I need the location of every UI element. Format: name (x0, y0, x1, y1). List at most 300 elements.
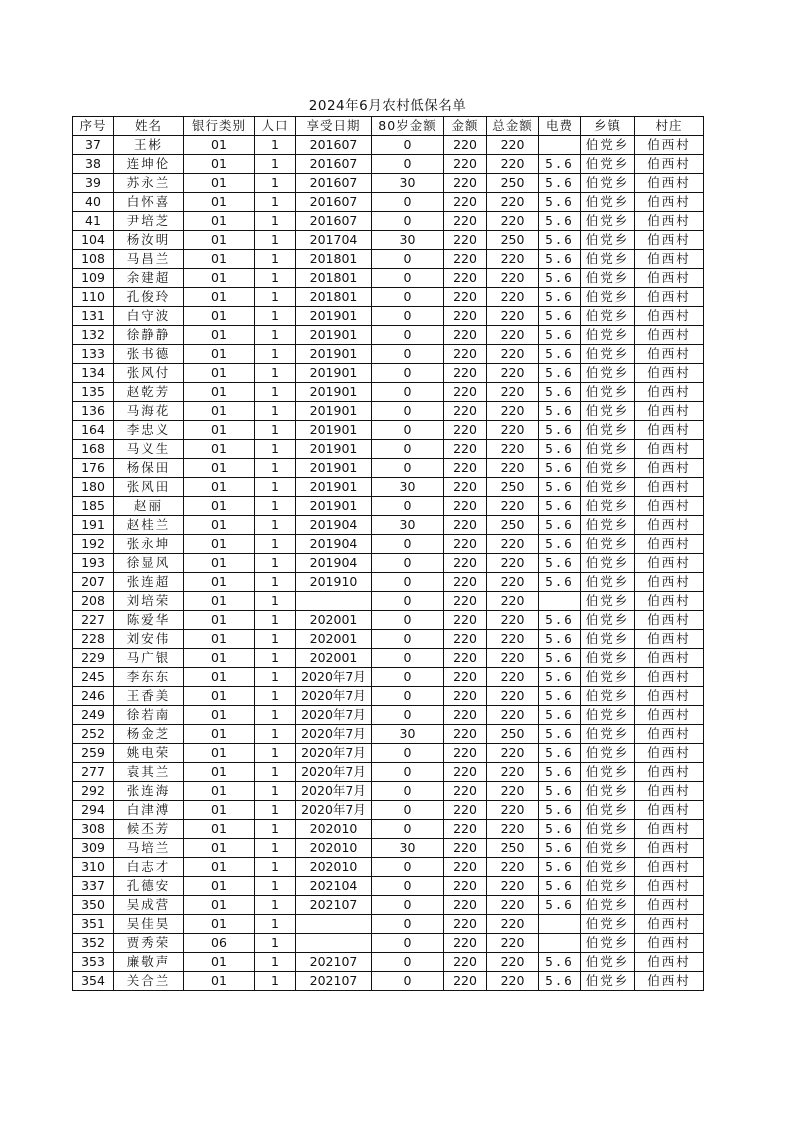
cell-age80-amount: 0 (372, 307, 444, 326)
cell-township: 伯党乡 (581, 497, 635, 516)
cell-village: 伯西村 (635, 516, 704, 535)
cell-serial: 246 (73, 687, 114, 706)
cell-serial: 351 (73, 915, 114, 934)
table-row (73, 554, 704, 573)
cell-bank-type: 01 (184, 535, 255, 554)
cell-population: 1 (255, 915, 296, 934)
cell-bank-type: 01 (184, 402, 255, 421)
cell-amount: 220 (444, 782, 487, 801)
cell-population: 1 (255, 763, 296, 782)
header-age80-amount: 80岁金额 (372, 117, 444, 136)
cell-start-date: 201901 (296, 459, 372, 478)
cell-electricity: 5.6 (539, 744, 581, 763)
cell-population: 1 (255, 896, 296, 915)
cell-name: 陈爱华 (114, 611, 184, 630)
cell-electricity: 5.6 (539, 782, 581, 801)
cell-township: 伯党乡 (581, 573, 635, 592)
cell-population: 1 (255, 421, 296, 440)
cell-amount: 220 (444, 136, 487, 155)
table-row (73, 592, 704, 611)
cell-bank-type: 01 (184, 174, 255, 193)
cell-village: 伯西村 (635, 383, 704, 402)
cell-electricity: 5.6 (539, 212, 581, 231)
cell-amount: 220 (444, 630, 487, 649)
cell-total-amount: 250 (487, 839, 539, 858)
cell-bank-type: 01 (184, 706, 255, 725)
cell-population: 1 (255, 402, 296, 421)
cell-name: 袁其兰 (114, 763, 184, 782)
cell-total-amount: 220 (487, 345, 539, 364)
cell-bank-type: 01 (184, 839, 255, 858)
cell-bank-type: 01 (184, 782, 255, 801)
cell-electricity: 5.6 (539, 725, 581, 744)
cell-serial: 192 (73, 535, 114, 554)
cell-serial: 259 (73, 744, 114, 763)
cell-bank-type: 01 (184, 440, 255, 459)
cell-name: 孔德安 (114, 877, 184, 896)
cell-total-amount: 220 (487, 592, 539, 611)
cell-population: 1 (255, 554, 296, 573)
cell-name: 苏永兰 (114, 174, 184, 193)
cell-age80-amount: 0 (372, 915, 444, 934)
cell-population: 1 (255, 820, 296, 839)
cell-village: 伯西村 (635, 402, 704, 421)
cell-name: 刘培荣 (114, 592, 184, 611)
cell-start-date: 202107 (296, 896, 372, 915)
header-bank-type: 银行类别 (184, 117, 255, 136)
cell-total-amount: 220 (487, 364, 539, 383)
cell-population: 1 (255, 383, 296, 402)
cell-total-amount: 220 (487, 402, 539, 421)
cell-electricity: 5.6 (539, 250, 581, 269)
cell-age80-amount: 0 (372, 250, 444, 269)
cell-electricity (539, 934, 581, 953)
cell-electricity: 5.6 (539, 231, 581, 250)
cell-serial: 38 (73, 155, 114, 174)
cell-name: 白怀喜 (114, 193, 184, 212)
cell-name: 候丕芳 (114, 820, 184, 839)
cell-total-amount: 220 (487, 706, 539, 725)
cell-amount: 220 (444, 478, 487, 497)
table-row (73, 839, 704, 858)
cell-bank-type: 01 (184, 269, 255, 288)
cell-total-amount: 220 (487, 554, 539, 573)
cell-start-date: 201607 (296, 193, 372, 212)
cell-total-amount: 220 (487, 972, 539, 991)
cell-electricity: 5.6 (539, 459, 581, 478)
table-row (73, 345, 704, 364)
cell-township: 伯党乡 (581, 326, 635, 345)
cell-name: 吴佳昊 (114, 915, 184, 934)
table-row (73, 212, 704, 231)
cell-population: 1 (255, 782, 296, 801)
table-row (73, 820, 704, 839)
cell-start-date (296, 592, 372, 611)
cell-age80-amount: 0 (372, 744, 444, 763)
cell-start-date: 202010 (296, 839, 372, 858)
cell-serial: 193 (73, 554, 114, 573)
cell-name: 白志才 (114, 858, 184, 877)
cell-age80-amount: 0 (372, 440, 444, 459)
cell-amount: 220 (444, 250, 487, 269)
cell-population: 1 (255, 212, 296, 231)
header-serial: 序号 (73, 117, 114, 136)
cell-start-date: 201801 (296, 250, 372, 269)
cell-age80-amount: 0 (372, 193, 444, 212)
cell-start-date: 201901 (296, 421, 372, 440)
cell-bank-type: 01 (184, 554, 255, 573)
cell-population: 1 (255, 440, 296, 459)
cell-township: 伯党乡 (581, 478, 635, 497)
cell-amount: 220 (444, 459, 487, 478)
cell-village: 伯西村 (635, 250, 704, 269)
cell-population: 1 (255, 250, 296, 269)
cell-age80-amount: 0 (372, 782, 444, 801)
cell-population: 1 (255, 934, 296, 953)
cell-serial: 133 (73, 345, 114, 364)
cell-population: 1 (255, 972, 296, 991)
cell-total-amount: 220 (487, 421, 539, 440)
cell-bank-type: 01 (184, 136, 255, 155)
cell-population: 1 (255, 668, 296, 687)
cell-electricity: 5.6 (539, 326, 581, 345)
cell-serial: 354 (73, 972, 114, 991)
cell-township: 伯党乡 (581, 155, 635, 174)
cell-population: 1 (255, 231, 296, 250)
table-row (73, 896, 704, 915)
table-row (73, 934, 704, 953)
cell-serial: 41 (73, 212, 114, 231)
cell-population: 1 (255, 193, 296, 212)
cell-name: 贾秀荣 (114, 934, 184, 953)
cell-electricity: 5.6 (539, 763, 581, 782)
cell-age80-amount: 0 (372, 383, 444, 402)
cell-amount: 220 (444, 858, 487, 877)
cell-total-amount: 220 (487, 649, 539, 668)
cell-population: 1 (255, 744, 296, 763)
cell-total-amount: 220 (487, 193, 539, 212)
cell-age80-amount: 0 (372, 326, 444, 345)
cell-age80-amount: 0 (372, 858, 444, 877)
cell-amount: 220 (444, 706, 487, 725)
cell-name: 杨保田 (114, 459, 184, 478)
cell-village: 伯西村 (635, 706, 704, 725)
cell-serial: 39 (73, 174, 114, 193)
cell-serial: 40 (73, 193, 114, 212)
cell-township: 伯党乡 (581, 174, 635, 193)
cell-serial: 132 (73, 326, 114, 345)
cell-serial: 104 (73, 231, 114, 250)
cell-total-amount: 220 (487, 573, 539, 592)
cell-township: 伯党乡 (581, 250, 635, 269)
cell-electricity: 5.6 (539, 345, 581, 364)
cell-population: 1 (255, 725, 296, 744)
cell-township: 伯党乡 (581, 649, 635, 668)
cell-amount: 220 (444, 877, 487, 896)
cell-name: 马昌兰 (114, 250, 184, 269)
cell-electricity: 5.6 (539, 839, 581, 858)
cell-start-date: 201901 (296, 478, 372, 497)
cell-electricity: 5.6 (539, 383, 581, 402)
cell-township: 伯党乡 (581, 288, 635, 307)
cell-amount: 220 (444, 687, 487, 706)
cell-serial: 136 (73, 402, 114, 421)
cell-name: 余建超 (114, 269, 184, 288)
cell-name: 廉敬声 (114, 953, 184, 972)
cell-township: 伯党乡 (581, 687, 635, 706)
cell-serial: 310 (73, 858, 114, 877)
cell-total-amount: 220 (487, 440, 539, 459)
cell-population: 1 (255, 269, 296, 288)
cell-amount: 220 (444, 155, 487, 174)
table-row (73, 326, 704, 345)
cell-village: 伯西村 (635, 630, 704, 649)
cell-electricity: 5.6 (539, 364, 581, 383)
table-row (73, 421, 704, 440)
table-row (73, 801, 704, 820)
cell-total-amount: 220 (487, 307, 539, 326)
cell-electricity: 5.6 (539, 174, 581, 193)
cell-amount: 220 (444, 934, 487, 953)
cell-name: 关合兰 (114, 972, 184, 991)
header-population: 人口 (255, 117, 296, 136)
cell-electricity: 5.6 (539, 535, 581, 554)
cell-electricity (539, 915, 581, 934)
cell-total-amount: 220 (487, 896, 539, 915)
cell-electricity: 5.6 (539, 820, 581, 839)
table-row (73, 649, 704, 668)
cell-population: 1 (255, 516, 296, 535)
cell-serial: 309 (73, 839, 114, 858)
cell-population: 1 (255, 611, 296, 630)
cell-start-date: 201901 (296, 497, 372, 516)
cell-name: 杨金芝 (114, 725, 184, 744)
cell-bank-type: 01 (184, 250, 255, 269)
cell-amount: 220 (444, 763, 487, 782)
cell-start-date: 202010 (296, 858, 372, 877)
cell-bank-type: 01 (184, 516, 255, 535)
cell-township: 伯党乡 (581, 801, 635, 820)
cell-total-amount: 220 (487, 155, 539, 174)
cell-bank-type: 01 (184, 383, 255, 402)
cell-serial: 292 (73, 782, 114, 801)
cell-total-amount: 220 (487, 820, 539, 839)
table-row (73, 725, 704, 744)
table-row (73, 231, 704, 250)
cell-bank-type: 01 (184, 231, 255, 250)
cell-bank-type: 01 (184, 478, 255, 497)
table-row (73, 611, 704, 630)
cell-start-date: 201607 (296, 155, 372, 174)
cell-township: 伯党乡 (581, 668, 635, 687)
cell-serial: 207 (73, 573, 114, 592)
cell-bank-type: 01 (184, 801, 255, 820)
cell-village: 伯西村 (635, 307, 704, 326)
table-row (73, 155, 704, 174)
cell-population: 1 (255, 307, 296, 326)
cell-name: 徐若南 (114, 706, 184, 725)
cell-amount: 220 (444, 592, 487, 611)
cell-bank-type: 01 (184, 763, 255, 782)
cell-bank-type: 01 (184, 820, 255, 839)
cell-amount: 220 (444, 554, 487, 573)
cell-population: 1 (255, 687, 296, 706)
cell-name: 马广银 (114, 649, 184, 668)
cell-serial: 277 (73, 763, 114, 782)
cell-village: 伯西村 (635, 193, 704, 212)
cell-electricity: 5.6 (539, 497, 581, 516)
cell-start-date: 202001 (296, 611, 372, 630)
cell-bank-type: 01 (184, 573, 255, 592)
cell-name: 刘安伟 (114, 630, 184, 649)
cell-start-date: 201901 (296, 440, 372, 459)
cell-amount: 220 (444, 839, 487, 858)
cell-name: 赵乾芳 (114, 383, 184, 402)
table-body (73, 136, 704, 991)
cell-bank-type: 01 (184, 649, 255, 668)
cell-total-amount: 220 (487, 269, 539, 288)
cell-total-amount: 220 (487, 212, 539, 231)
table-row (73, 174, 704, 193)
cell-township: 伯党乡 (581, 421, 635, 440)
cell-name: 姚电荣 (114, 744, 184, 763)
cell-start-date (296, 915, 372, 934)
cell-amount: 220 (444, 953, 487, 972)
cell-amount: 220 (444, 820, 487, 839)
cell-total-amount: 220 (487, 915, 539, 934)
cell-total-amount: 250 (487, 725, 539, 744)
cell-start-date: 202001 (296, 649, 372, 668)
cell-village: 伯西村 (635, 972, 704, 991)
cell-start-date: 201901 (296, 326, 372, 345)
cell-age80-amount: 0 (372, 364, 444, 383)
cell-electricity: 5.6 (539, 668, 581, 687)
table-row (73, 136, 704, 155)
cell-start-date: 202107 (296, 972, 372, 991)
cell-name: 赵丽 (114, 497, 184, 516)
cell-village: 伯西村 (635, 212, 704, 231)
header-name: 姓名 (114, 117, 184, 136)
cell-age80-amount: 0 (372, 706, 444, 725)
cell-age80-amount: 0 (372, 554, 444, 573)
cell-village: 伯西村 (635, 326, 704, 345)
cell-name: 张永坤 (114, 535, 184, 554)
cell-start-date: 201607 (296, 212, 372, 231)
cell-start-date: 201901 (296, 402, 372, 421)
cell-village: 伯西村 (635, 174, 704, 193)
cell-amount: 220 (444, 231, 487, 250)
cell-bank-type: 01 (184, 668, 255, 687)
cell-age80-amount: 0 (372, 402, 444, 421)
cell-name: 马海花 (114, 402, 184, 421)
cell-bank-type: 01 (184, 459, 255, 478)
cell-name: 李东东 (114, 668, 184, 687)
cell-total-amount: 220 (487, 459, 539, 478)
cell-amount: 220 (444, 193, 487, 212)
cell-population: 1 (255, 877, 296, 896)
cell-total-amount: 220 (487, 953, 539, 972)
cell-township: 伯党乡 (581, 877, 635, 896)
cell-total-amount: 250 (487, 516, 539, 535)
cell-village: 伯西村 (635, 459, 704, 478)
cell-total-amount: 220 (487, 497, 539, 516)
cell-bank-type: 01 (184, 896, 255, 915)
cell-village: 伯西村 (635, 440, 704, 459)
cell-village: 伯西村 (635, 744, 704, 763)
cell-total-amount: 250 (487, 174, 539, 193)
cell-village: 伯西村 (635, 839, 704, 858)
cell-age80-amount: 0 (372, 820, 444, 839)
cell-total-amount: 220 (487, 744, 539, 763)
cell-total-amount: 220 (487, 687, 539, 706)
cell-serial: 185 (73, 497, 114, 516)
cell-township: 伯党乡 (581, 383, 635, 402)
cell-electricity (539, 592, 581, 611)
cell-amount: 220 (444, 535, 487, 554)
cell-amount: 220 (444, 725, 487, 744)
table-row (73, 402, 704, 421)
cell-name: 李忠义 (114, 421, 184, 440)
cell-serial: 353 (73, 953, 114, 972)
cell-name: 张连海 (114, 782, 184, 801)
cell-bank-type: 01 (184, 877, 255, 896)
cell-village: 伯西村 (635, 934, 704, 953)
cell-total-amount: 220 (487, 877, 539, 896)
table-row (73, 440, 704, 459)
cell-population: 1 (255, 839, 296, 858)
table-row (73, 744, 704, 763)
table-row (73, 193, 704, 212)
cell-serial: 110 (73, 288, 114, 307)
cell-population: 1 (255, 459, 296, 478)
cell-age80-amount: 0 (372, 497, 444, 516)
cell-amount: 220 (444, 915, 487, 934)
cell-name: 孔俊玲 (114, 288, 184, 307)
cell-township: 伯党乡 (581, 934, 635, 953)
cell-bank-type: 01 (184, 725, 255, 744)
cell-township: 伯党乡 (581, 744, 635, 763)
cell-age80-amount: 0 (372, 763, 444, 782)
cell-total-amount: 220 (487, 934, 539, 953)
cell-township: 伯党乡 (581, 592, 635, 611)
cell-bank-type: 01 (184, 953, 255, 972)
cell-amount: 220 (444, 212, 487, 231)
cell-age80-amount: 0 (372, 649, 444, 668)
cell-age80-amount: 30 (372, 231, 444, 250)
cell-total-amount: 220 (487, 858, 539, 877)
table-row (73, 972, 704, 991)
cell-bank-type: 01 (184, 326, 255, 345)
cell-age80-amount: 0 (372, 687, 444, 706)
cell-bank-type: 01 (184, 630, 255, 649)
header-start-date: 享受日期 (296, 117, 372, 136)
cell-age80-amount: 0 (372, 934, 444, 953)
cell-village: 伯西村 (635, 421, 704, 440)
cell-township: 伯党乡 (581, 402, 635, 421)
cell-village: 伯西村 (635, 896, 704, 915)
header-total-amount: 总金额 (487, 117, 539, 136)
cell-amount: 220 (444, 307, 487, 326)
cell-serial: 229 (73, 649, 114, 668)
cell-population: 1 (255, 953, 296, 972)
cell-amount: 220 (444, 649, 487, 668)
table-row (73, 307, 704, 326)
header-village: 村庄 (635, 117, 704, 136)
cell-age80-amount: 30 (372, 516, 444, 535)
cell-bank-type: 01 (184, 364, 255, 383)
cell-amount: 220 (444, 288, 487, 307)
cell-population: 1 (255, 573, 296, 592)
